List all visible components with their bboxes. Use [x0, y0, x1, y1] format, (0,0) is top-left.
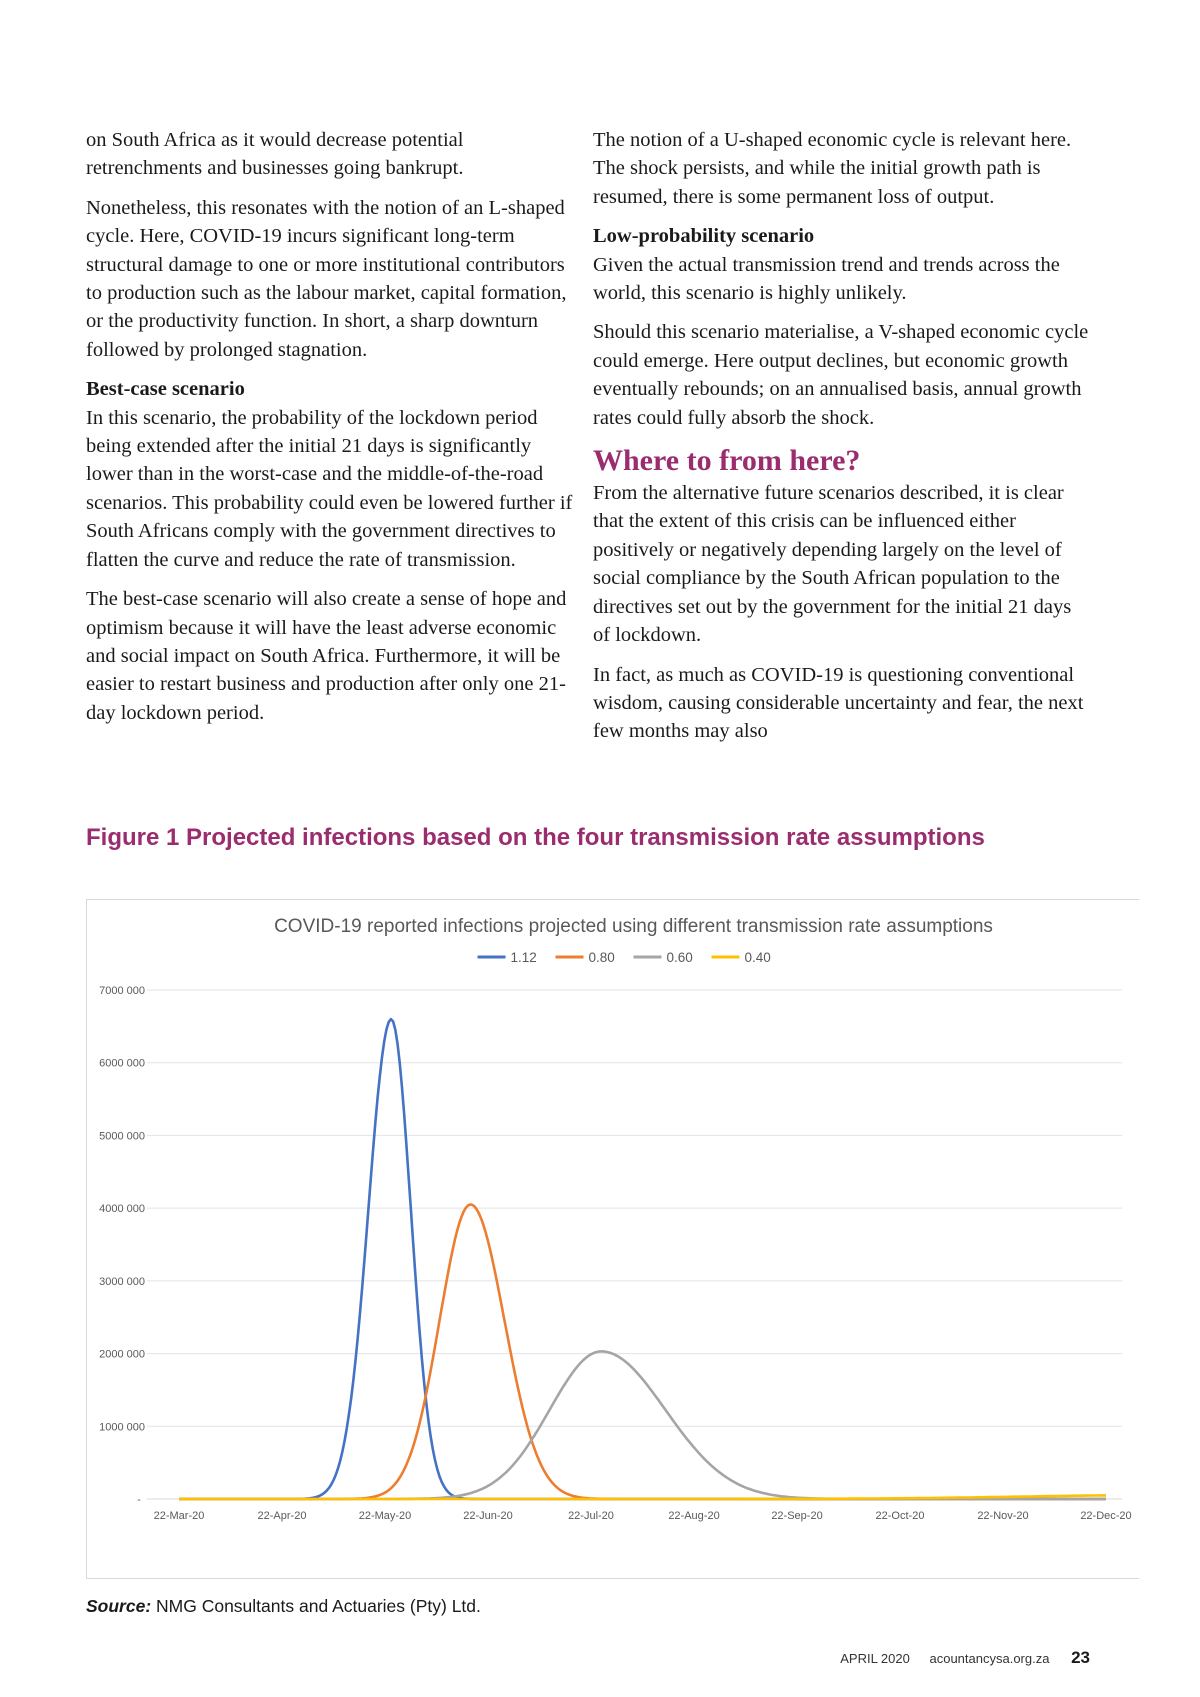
x-tick-label: 22-Oct-20: [875, 1510, 925, 1522]
x-tick-label: 22-Aug-20: [668, 1510, 720, 1522]
series-line-1-12: [179, 1019, 1106, 1499]
chart-container: [86, 899, 1139, 1579]
low-probability-heading: Low-probability scenario: [593, 225, 815, 248]
infections-line-chart: [87, 900, 1140, 1580]
y-tick-label: 2000 000: [99, 1348, 145, 1361]
left-paragraph-4: The best-case scenario will also create a sense of hope and optimism because it will have the least adverse economic and social impact on South Africa. Furthermore, it will be easier to restart business and production after only one 21-day lockdown period.: [86, 588, 567, 724]
legend-label-0-80: 0.80: [588, 950, 615, 965]
legend-label-0-60: 0.60: [666, 950, 693, 965]
where-to-heading: Where to from here?: [593, 444, 861, 478]
y-tick-label: 7000 000: [99, 985, 145, 997]
best-case-heading: Best-case scenario: [86, 378, 245, 401]
left-paragraph-2: Nonetheless, this resonates with the notion of an L-shaped cycle. Here, COVID-19 incurs significant long-term structural damage to one or more institutional contributors to production such as the labour market, capital formation, or the productivity function. In short, a sharp downturn followed by prolonged stagnation.: [86, 196, 567, 361]
chart-title: COVID-19 reported infections projected using different transmission rate assumptions: [274, 916, 993, 937]
x-tick-label: 22-Dec-20: [1080, 1510, 1132, 1522]
right-paragraph-1: The notion of a U-shaped economic cycle is relevant here. The shock persists, and while the initial growth path is resumed, there is some permanent loss of output.: [593, 129, 1072, 208]
figure-title: Figure 1 Projected infections based on the four transmission rate assumptions: [86, 824, 985, 851]
source-label: Source:: [86, 1596, 152, 1616]
source-text: NMG Consultants and Actuaries (Pty) Ltd.: [151, 1596, 481, 1616]
y-tick-label: -: [137, 1494, 141, 1506]
x-tick-label: 22-Jun-20: [463, 1510, 513, 1522]
y-tick-label: 4000 000: [99, 1203, 145, 1216]
x-tick-label: 22-Jul-20: [568, 1510, 614, 1522]
y-tick-label: 3000 000: [99, 1275, 145, 1288]
left-text-column: [86, 126, 578, 738]
figure-source: [86, 1596, 481, 1617]
x-tick-label: 22-Nov-20: [977, 1510, 1029, 1522]
series-line-0-80: [179, 1205, 1106, 1500]
x-tick-label: 22-Apr-20: [257, 1510, 307, 1522]
y-tick-label: 5000 000: [99, 1130, 145, 1143]
right-paragraph-5: In fact, as much as COVID-19 is questioning conventional wisdom, causing considerable uncertainty and fear, the next few months may also: [593, 663, 1084, 743]
page-number: 23: [1071, 1648, 1090, 1667]
series-line-0-60: [179, 1351, 1106, 1499]
legend-label-0-40: 0.40: [744, 950, 771, 965]
x-tick-label: 22-Sep-20: [771, 1510, 823, 1522]
right-paragraph-4: From the alternative future scenarios described, it is clear that the extent of this crisis can be influenced either positively or negatively depending largely on the level of social compliance by the South African population to the directives set out by the government for the initial 21 days of lockdown.: [593, 482, 1072, 647]
left-paragraph-3: In this scenario, the probability of the lockdown period being extended after the initial 21 days is significantly lower than in the worst-case and the middle-of-the-road scenarios. This probability could even be lowered further if South Africans comply with the government directives to flatten the curve and reduce the rate of transmission.: [86, 406, 573, 571]
legend-label-1-12: 1.12: [510, 950, 537, 965]
right-text-column: [593, 126, 1091, 757]
left-paragraph-1: on South Africa as it would decrease potential retrenchments and businesses going bankrupt.: [86, 129, 464, 180]
footer-site: acountancysa.org.za: [929, 1651, 1050, 1666]
y-tick-label: 6000 000: [99, 1057, 145, 1070]
right-paragraph-3: Should this scenario materialise, a V-shaped economic cycle could emerge. Here output declines, but economic growth eventually rebounds; on an annualised basis, annual growth rates could fully absorb the shock.: [593, 321, 1089, 429]
right-paragraph-2: Given the actual transmission trend and trends across the world, this scenario is highly unlikely.: [593, 253, 1060, 305]
y-tick-label: 1000 000: [99, 1421, 145, 1434]
footer-issue: APRIL 2020: [840, 1651, 910, 1666]
x-tick-label: 22-May-20: [358, 1510, 412, 1522]
page-footer: [824, 1648, 1090, 1668]
x-tick-label: 22-Mar-20: [153, 1510, 205, 1522]
